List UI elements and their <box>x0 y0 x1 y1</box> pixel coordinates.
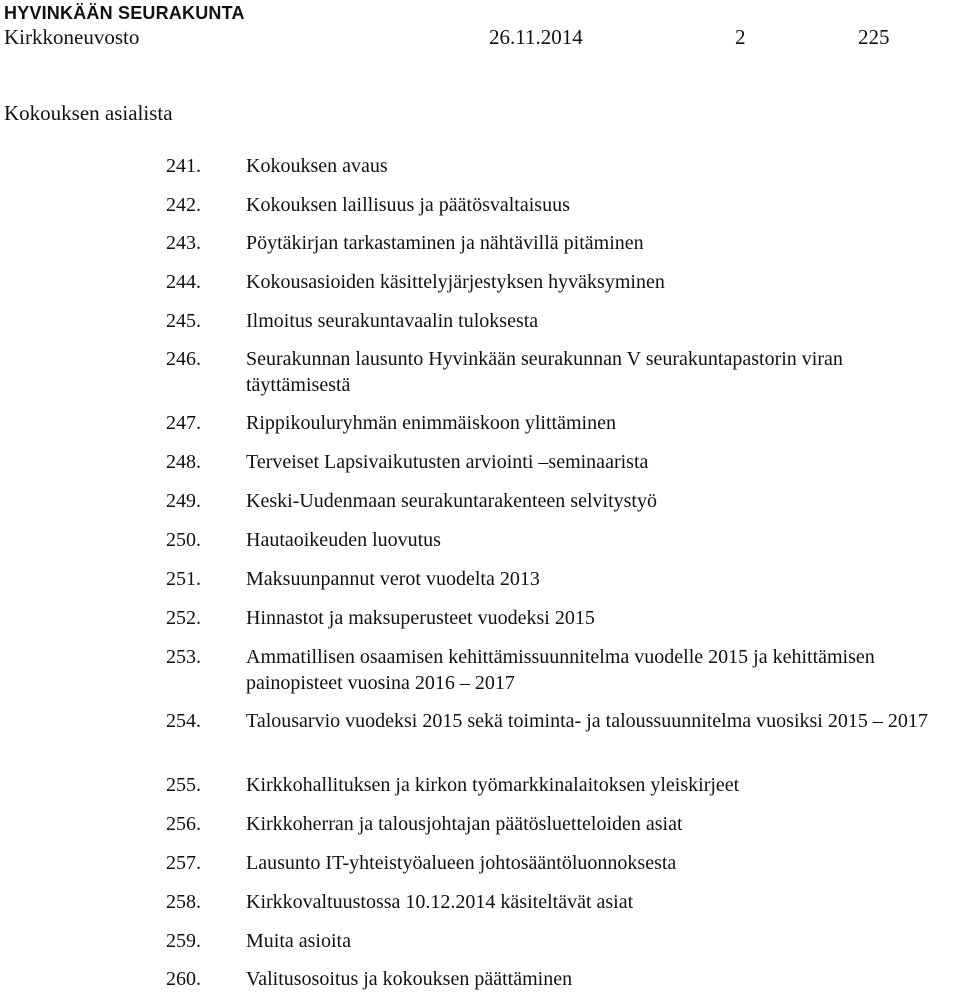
agenda-item-text: Hinnastot ja maksuperusteet vuodeksi 2015 <box>246 607 595 629</box>
agenda-item-number: 241. <box>166 155 201 177</box>
meeting-date: 26.11.2014 <box>489 25 583 49</box>
agenda-item-number: 246. <box>166 348 201 370</box>
agenda-item-number: 244. <box>166 271 201 293</box>
agenda-item-number: 257. <box>166 852 201 874</box>
page-number: 225 <box>858 25 890 49</box>
agenda-item-text: Rippikouluryhmän enimmäiskoon ylittäminen <box>246 412 616 434</box>
agenda-item-number: 245. <box>166 310 201 332</box>
agenda-item-text: Ilmoitus seurakuntavaalin tuloksesta <box>246 310 539 332</box>
meeting-body: Kirkkoneuvosto <box>4 25 140 49</box>
agenda-item-number: 258. <box>166 891 201 913</box>
agenda-item-text: Kirkkoherran ja talousjohtajan päätösluetteloiden asiat <box>246 813 683 835</box>
agenda-item-number: 254. <box>166 710 201 732</box>
agenda-item-number: 250. <box>166 529 201 551</box>
agenda-item-text: Kokousasioiden käsittelyjärjestyksen hyväksyminen <box>246 271 665 293</box>
agenda-item-number: 251. <box>166 568 201 590</box>
page-index: 2 <box>735 25 746 49</box>
agenda-item-number: 248. <box>166 451 201 473</box>
agenda-item-number: 247. <box>166 412 201 434</box>
agenda-item-text: Muita asioita <box>246 930 351 952</box>
agenda-item-text: Kirkkovaltuustossa 10.12.2014 käsiteltävät asiat <box>246 891 634 913</box>
agenda-item-text: Valitusosoitus ja kokouksen päättäminen <box>246 968 573 990</box>
organization-name: HYVINKÄÄN SEURAKUNTA <box>4 3 245 23</box>
agenda-item-text: Maksuunpannut verot vuodelta 2013 <box>246 568 540 590</box>
agenda-item-number: 242. <box>166 194 201 216</box>
agenda-item-number: 259. <box>166 930 201 952</box>
agenda-item-number: 255. <box>166 774 201 796</box>
agenda-item-text: Kokouksen laillisuus ja päätösvaltaisuus <box>246 194 570 216</box>
agenda-item-text: Kirkkohallituksen ja kirkon työmarkkinalaitoksen yleiskirjeet <box>246 774 740 796</box>
agenda-item-number: 253. <box>166 646 201 668</box>
agenda-item-text: Lausunto IT-yhteistyöalueen johtosääntöluonnoksesta <box>246 852 677 874</box>
agenda-item-text: Ammatillisen osaamisen kehittämissuunnitelma vuodelle 2015 ja kehittämisen painopisteet vuosina 2016 – 2017 <box>246 646 875 694</box>
agenda-item-text: Keski-Uudenmaan seurakuntarakenteen selvitystyö <box>246 490 657 512</box>
agenda-item-text: Terveiset Lapsivaikutusten arviointi –seminaarista <box>246 451 649 473</box>
agenda-item-number: 243. <box>166 232 201 254</box>
agenda-item-text: Talousarvio vuodeksi 2015 sekä toiminta- ja taloussuunnitelma vuosiksi 2015 – 2017 <box>246 710 928 732</box>
agenda-item-number: 252. <box>166 607 201 629</box>
agenda-item-number: 249. <box>166 490 201 512</box>
agenda-item-number: 256. <box>166 813 201 835</box>
agenda-item-text: Seurakunnan lausunto Hyvinkään seurakunnan V seurakuntapastorin viran täyttämisestä <box>246 348 843 396</box>
agenda-item-text: Hautaoikeuden luovutus <box>246 529 441 551</box>
agenda-item-text: Pöytäkirjan tarkastaminen ja nähtävillä pitäminen <box>246 232 644 254</box>
agenda-item-text: Kokouksen avaus <box>246 155 388 177</box>
agenda-item-number: 260. <box>166 968 201 990</box>
agenda-title: Kokouksen asialista <box>4 101 173 125</box>
